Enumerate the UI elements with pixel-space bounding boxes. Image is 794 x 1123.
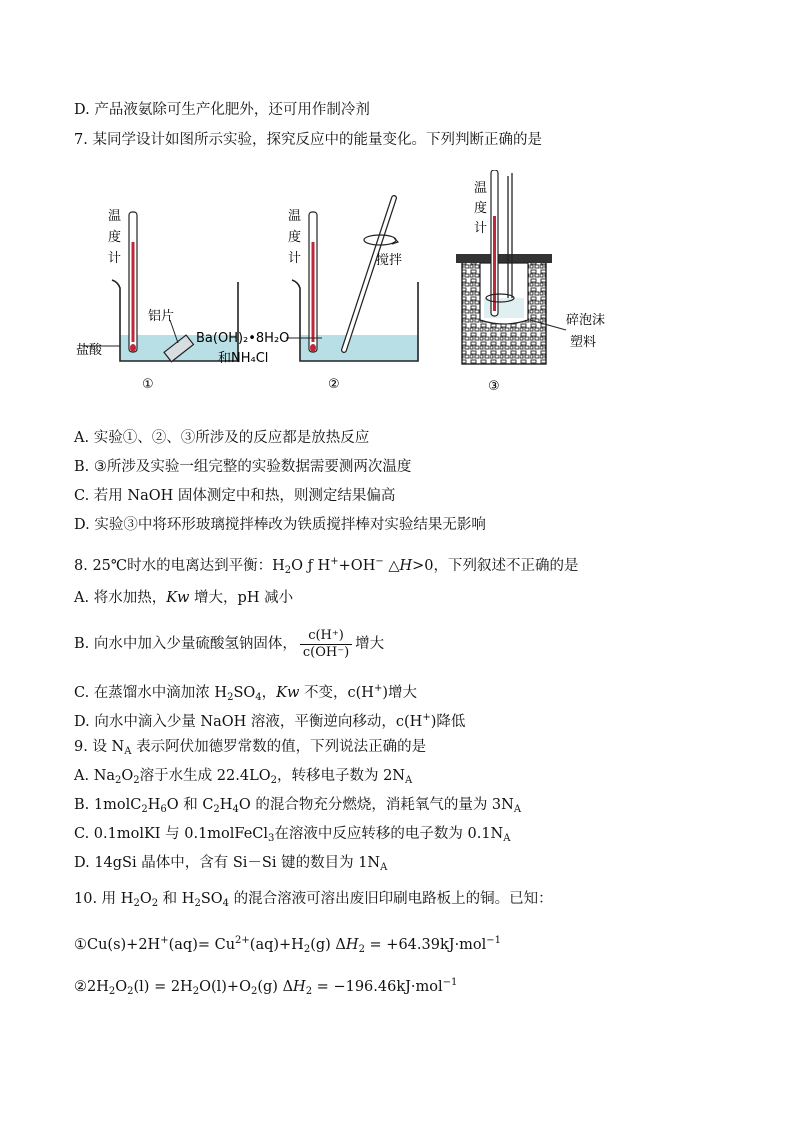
q7-option-a: A. 实验①、②、③所涉及的反应都是放热反应 bbox=[74, 430, 370, 446]
q8-option-c: C. 在蒸馏水中滴加浓 $H_2SO_4$，Kw 不变，c(H+)增大 bbox=[74, 683, 417, 703]
beaker2-number: ② bbox=[328, 377, 340, 392]
q9-option-d: D. 14gSi 晶体中，含有 Si－Si 键的数目为 $1N_A$ bbox=[74, 855, 388, 873]
stir-label: 搅拌 bbox=[376, 253, 403, 268]
q10-stem: 10. 用 $H_2O_2$ 和 $H_2SO_4$ 的混合溶液可溶出废旧印刷电路板上的铜。已知： bbox=[74, 891, 553, 909]
q7-experiment-figure bbox=[60, 170, 620, 400]
stirring-rod-icon bbox=[344, 198, 398, 350]
beaker-2 bbox=[286, 198, 418, 361]
thermometer-1-icon bbox=[129, 212, 137, 352]
beaker2-thermo-label-3: 计 bbox=[288, 251, 302, 266]
aluminum-label: 铝片 bbox=[148, 309, 175, 324]
foam-label-1: 碎泡沫 bbox=[566, 313, 606, 328]
q9-option-b: B. $1molC_2H_6O$ 和 $C_2H_4O$ 的混合物充分燃烧，消耗氧气的量为 $3N_A$ bbox=[74, 797, 522, 815]
calorimeter-number: ③ bbox=[488, 379, 500, 394]
calorimeter-thermo-label-1: 温 bbox=[474, 181, 488, 196]
q8-option-d: D. 向水中滴入少量 NaOH 溶液，平衡逆向移动，c(H+)降低 bbox=[74, 712, 466, 730]
calorimeter-thermo-label-2: 度 bbox=[474, 201, 488, 216]
calorimeter-3 bbox=[456, 170, 566, 364]
q10-equation-2: $②2H_2O_2(l) = 2H_2O(l)+O_2(g) \Delta H_2 = -196.46kJ\cdot mol^{-1}$ bbox=[74, 977, 458, 997]
q9-stem: 9. 设 $N_A$ 表示阿伏加德罗常数的值，下列说法正确的是 bbox=[74, 739, 427, 757]
q8-option-a: A. 将水加热，Kw 增大，pH 减小 bbox=[74, 590, 294, 606]
q7-option-c: C. 若用 NaOH 固体测定中和热，则测定结果偏高 bbox=[74, 488, 396, 504]
q9-option-a: A. $Na_2O_2$溶于水生成 $22.4LO_2$，转移电子数为 $2N_A$ bbox=[74, 768, 413, 786]
beaker1-thermo-label-1: 温 bbox=[108, 209, 122, 224]
reagent-label-2: 和NH₄Cl bbox=[218, 351, 269, 366]
thermometer-2-icon bbox=[309, 212, 317, 352]
beaker1-number: ① bbox=[142, 377, 154, 392]
q7-option-d: D. 实验③中将环形玻璃搅拌棒改为铁质搅拌棒对实验结果无影响 bbox=[74, 517, 486, 533]
q6-option-d: D. 产品液氨除可生产化肥外，还可用作制冷剂 bbox=[74, 102, 370, 118]
q8-option-b: B. 向水中加入少量硫酸氢钠固体， $\frac{c(H^+)}{c(OH^-)}$ 增大 bbox=[74, 627, 385, 660]
q7-option-b: B. ③所涉及实验一组完整的实验数据需要测两次温度 bbox=[74, 459, 412, 475]
beaker1-thermo-label-2: 度 bbox=[108, 230, 122, 245]
q10-equation-1: ①Cu(s)+2H+(aq)= $Cu^{2+}(aq)+H_2(g) \Delta H_2 = +64.39kJ\cdot mol^{-1}$ bbox=[74, 935, 502, 955]
q7-stem: 7. 某同学设计如图所示实验，探究反应中的能量变化。下列判断正确的是 bbox=[74, 132, 542, 148]
beaker2-thermo-label-2: 度 bbox=[288, 230, 302, 245]
reagent-label-1: Ba(OH)₂•8H₂O bbox=[196, 331, 290, 346]
q9-option-c: C. 0.1molKI 与 0.1molFeCl$_3$在溶液中反应转移的电子数为 $0.1N_A$ bbox=[74, 826, 511, 844]
foam-label-2: 塑料 bbox=[570, 335, 597, 350]
calorimeter-thermo-label-3: 计 bbox=[474, 221, 488, 236]
q8-stem: 8. 25℃时水的电离达到平衡：$H_2O$ ƒ H++OH− △H>0，下列叙述不正确的是 bbox=[74, 556, 579, 576]
beaker2-thermo-label-1: 温 bbox=[288, 209, 302, 224]
beaker1-thermo-label-3: 计 bbox=[108, 251, 122, 266]
hcl-label: 盐酸 bbox=[76, 343, 103, 358]
ion-ratio-fraction: $\frac{c(H^+)}{c(OH^-)}$ bbox=[300, 628, 352, 661]
